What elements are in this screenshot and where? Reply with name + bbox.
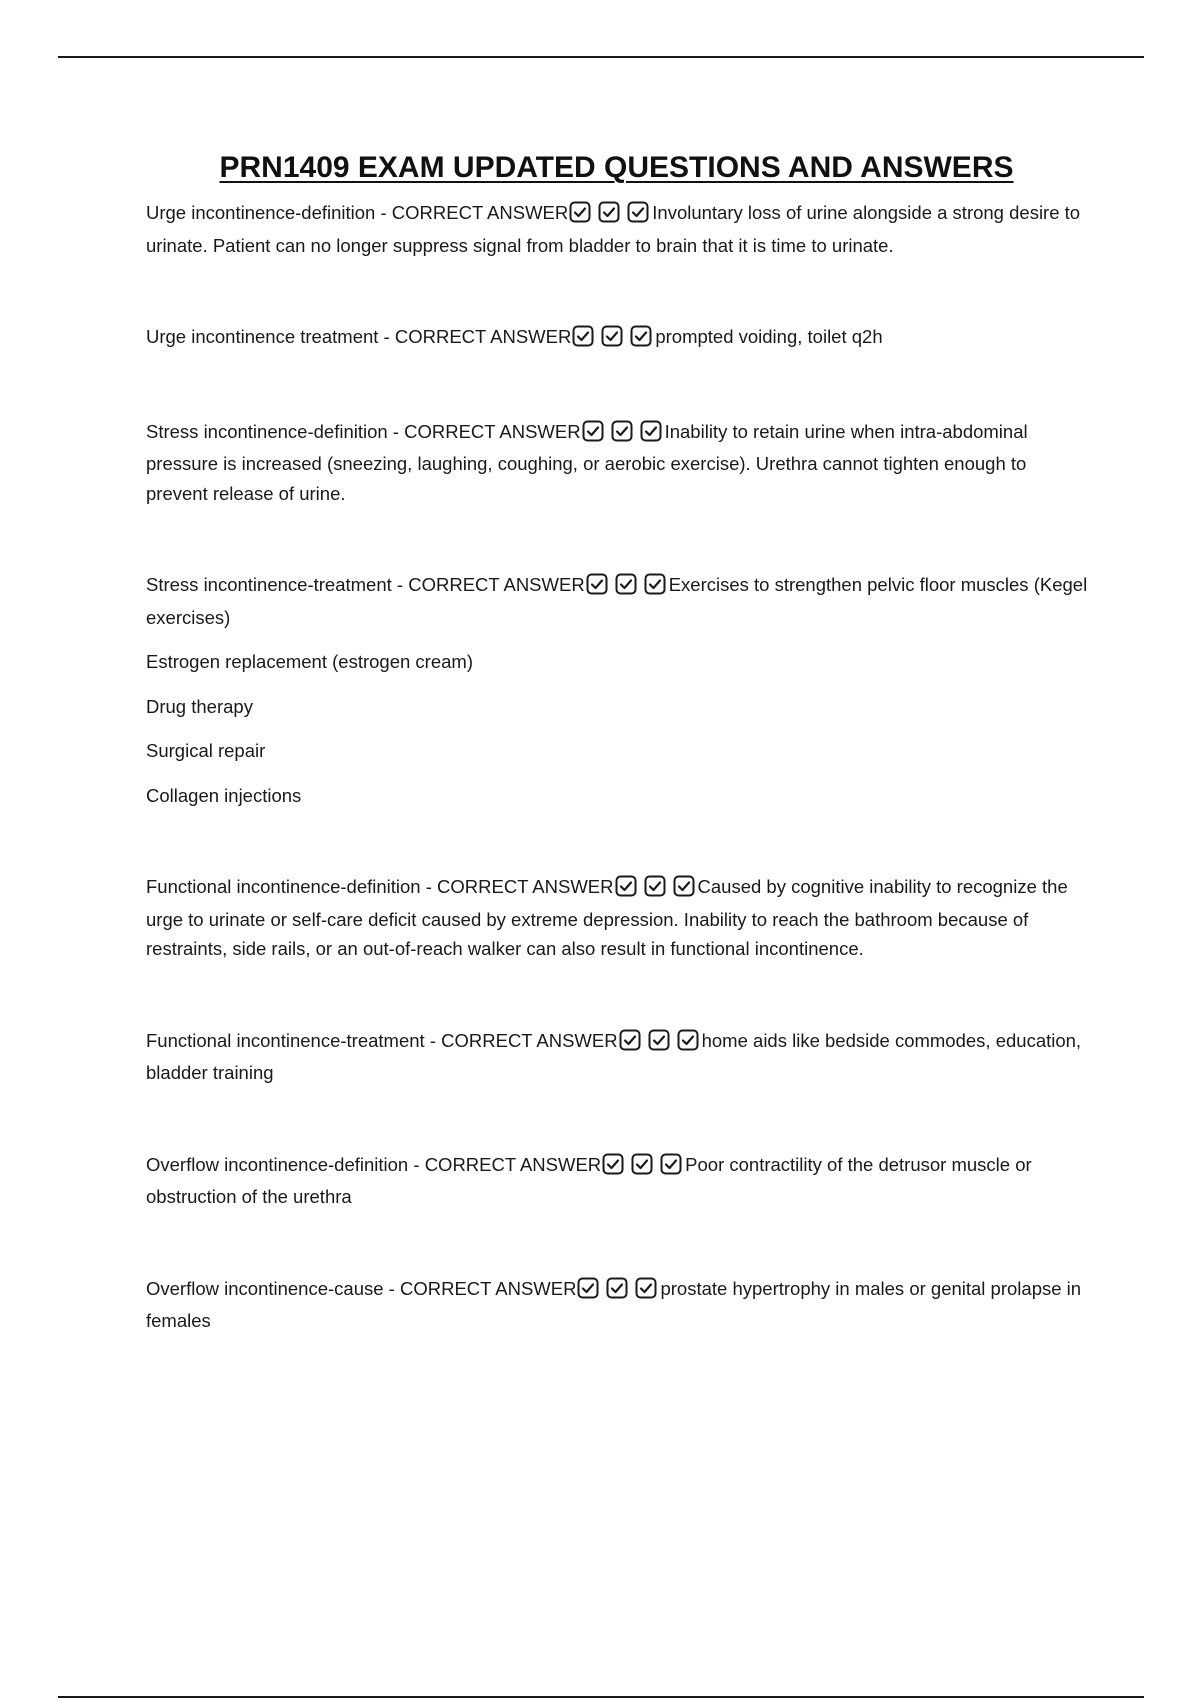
qa-entry <box>146 872 1091 964</box>
qa-separator: - <box>383 1277 400 1299</box>
answer-marker: CORRECT ANSWER <box>400 1277 577 1299</box>
document-page <box>146 146 1091 1336</box>
checked-box-icon <box>569 201 591 223</box>
checked-box-icon <box>619 1029 641 1051</box>
qa-answer: prostate hypertrophy in males or genital prolapse in females <box>146 1277 1082 1331</box>
check-marks <box>619 1029 700 1059</box>
qa-entry <box>146 198 1091 260</box>
qa-entry <box>146 1150 1091 1212</box>
checked-box-icon <box>586 573 608 595</box>
qa-answer: Involuntary loss of urine alongside a strong desire to urinate. Patient can no longer suppress signal from bladder to brain that it is time to urinate. <box>146 202 1081 256</box>
check-marks <box>569 201 650 231</box>
answer-marker: CORRECT ANSWER <box>404 420 581 442</box>
qa-separator: - <box>391 574 409 595</box>
qa-term: Urge incontinence treatment <box>146 326 379 347</box>
qa-separator: - <box>420 876 438 897</box>
answer-marker: CORRECT ANSWER <box>441 1029 618 1051</box>
checked-box-icon <box>644 875 666 897</box>
qa-answer: home aids like bedside commodes, education, bladder training <box>146 1029 1082 1083</box>
answer-marker: CORRECT ANSWER <box>408 574 585 595</box>
checked-box-icon <box>577 1277 599 1299</box>
header-rule <box>58 56 1144 58</box>
qa-answer: Inability to retain urine when intra-abdominal pressure is increased (sneezing, laughing, coughing, or aerobic exercise). Urethra cannot tighten enough to prevent release of urine. <box>146 420 1028 504</box>
checked-box-icon <box>601 325 623 347</box>
qa-extra-line: Collagen injections <box>146 784 302 806</box>
answer-marker: CORRECT ANSWER <box>394 326 572 347</box>
document-title: PRN1409 EXAM UPDATED QUESTIONS AND ANSWERS <box>219 151 1014 184</box>
checked-box-icon <box>627 201 649 223</box>
checked-box-icon <box>606 1277 628 1299</box>
qa-separator: - <box>375 202 392 223</box>
checked-box-icon <box>572 325 594 347</box>
qa-entry <box>146 570 1091 810</box>
checked-box-icon <box>644 573 666 595</box>
qa-term: Stress incontinence-treatment <box>146 574 392 595</box>
check-marks <box>582 420 663 450</box>
checked-box-icon <box>615 875 637 897</box>
qa-entry <box>146 1274 1091 1336</box>
answer-marker: CORRECT ANSWER <box>437 876 614 897</box>
check-marks <box>602 1153 683 1183</box>
qa-answer: prompted voiding, toilet q2h <box>655 326 883 347</box>
checked-box-icon <box>582 420 604 442</box>
checked-box-icon <box>660 1153 682 1175</box>
qa-extra-line: Surgical repair <box>146 740 266 761</box>
qa-separator: - <box>387 420 405 442</box>
checked-box-icon <box>602 1153 624 1175</box>
qa-separator: - <box>424 1029 442 1051</box>
qa-answer: Poor contractility of the detrusor muscle or obstruction of the urethra <box>146 1153 1032 1207</box>
check-marks <box>577 1277 658 1307</box>
qa-extra-line: Drug therapy <box>146 695 253 717</box>
qa-list <box>146 198 1091 1336</box>
qa-entry <box>146 417 1091 509</box>
qa-entry <box>146 322 1091 355</box>
qa-term: Overflow incontinence-definition <box>146 1153 409 1175</box>
checked-box-icon <box>648 1029 670 1051</box>
qa-entry <box>146 1026 1091 1088</box>
checked-box-icon <box>598 201 620 223</box>
qa-answer: Exercises to strengthen pelvic floor muscles (Kegel exercises) <box>146 574 1088 628</box>
checked-box-icon <box>631 1153 653 1175</box>
qa-term: Functional incontinence-definition <box>146 876 421 897</box>
checked-box-icon <box>611 420 633 442</box>
check-marks <box>615 875 696 905</box>
qa-separator: - <box>378 326 395 347</box>
qa-term: Urge incontinence-definition <box>146 202 376 223</box>
answer-marker: CORRECT ANSWER <box>391 202 569 223</box>
qa-term: Functional incontinence-treatment <box>146 1029 425 1051</box>
check-marks <box>572 325 653 355</box>
checked-box-icon <box>630 325 652 347</box>
qa-separator: - <box>408 1153 425 1175</box>
qa-term: Stress incontinence-definition <box>146 420 388 442</box>
checked-box-icon <box>677 1029 699 1051</box>
qa-answer: Caused by cognitive inability to recognize the urge to urinate or self-care deficit caused by extreme depression. Inability to reach the bathroom because of restraints, side rails, or an out-of-reach walker can also result in functional incontinence. <box>146 876 1068 959</box>
footer-rule <box>58 1696 1144 1698</box>
checked-box-icon <box>635 1277 657 1299</box>
checked-box-icon <box>640 420 662 442</box>
checked-box-icon <box>673 875 695 897</box>
checked-box-icon <box>615 573 637 595</box>
answer-marker: CORRECT ANSWER <box>424 1153 602 1175</box>
qa-term: Overflow incontinence-cause <box>146 1277 384 1299</box>
check-marks <box>586 573 667 603</box>
qa-extra-line: Estrogen replacement (estrogen cream) <box>146 651 473 672</box>
